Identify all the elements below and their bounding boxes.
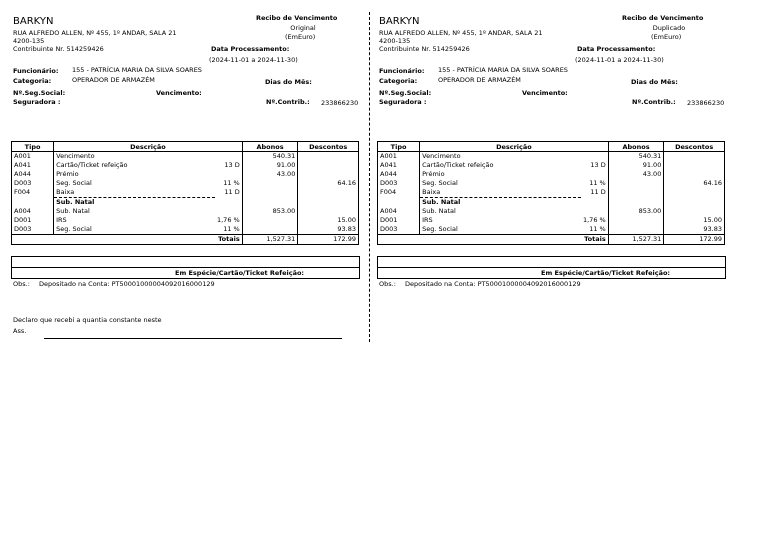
row-deductions <box>664 170 725 179</box>
copy-label: Original <box>290 24 316 32</box>
table-row <box>378 152 725 162</box>
row-quantity <box>215 198 242 208</box>
table-row <box>12 179 359 188</box>
table-row <box>12 188 359 198</box>
table-row <box>378 207 725 216</box>
obs-text: Depositado na Conta: PT50001000004092016000129 <box>39 280 215 288</box>
table-row <box>12 198 359 208</box>
row-earnings: 540.31 <box>608 152 664 162</box>
category-label: Categoria: <box>13 77 52 85</box>
declaration-text: Declaro que recebi a quantia constante neste <box>13 316 162 324</box>
insurer-label: Seguradora : <box>13 98 61 106</box>
payment-method-box <box>11 267 360 279</box>
row-earnings <box>608 188 664 198</box>
taxpayer-value: 233866230 <box>687 99 725 107</box>
table-row <box>378 179 725 188</box>
obs-label: Obs.: <box>13 280 30 288</box>
receipt-duplicate <box>377 0 739 543</box>
row-quantity: 13 D <box>224 161 240 169</box>
row-type: D003 <box>378 179 420 188</box>
totals-label: Totais <box>12 235 243 245</box>
days-label: Dias do Mês: <box>265 78 312 86</box>
category-value: OPERADOR DE ARMAZÉM <box>72 76 155 84</box>
row-description: Vencimento <box>422 152 461 160</box>
row-type: F004 <box>378 188 420 198</box>
row-type: A004 <box>378 207 420 216</box>
row-description: Seg. Social <box>420 225 581 235</box>
row-earnings <box>242 188 298 198</box>
row-deductions <box>664 198 725 208</box>
table-row <box>378 188 725 198</box>
table-row <box>12 161 359 170</box>
row-earnings: 43.00 <box>242 170 298 179</box>
row-earnings: 853.00 <box>608 207 664 216</box>
row-type: A041 <box>12 161 54 170</box>
table-row <box>12 207 359 216</box>
row-earnings <box>242 198 298 208</box>
totals-earnings: 1,527.31 <box>608 235 664 245</box>
currency-label: (EmEuro) <box>285 33 316 41</box>
processing-label: Data Processamento: <box>211 45 290 53</box>
row-quantity: 11 D <box>224 188 240 197</box>
category-label: Categoria: <box>379 77 418 85</box>
salary-label: Vencimento: <box>522 89 568 97</box>
table-row <box>378 198 725 208</box>
company-name: BARKYN <box>379 16 420 27</box>
currency-label: (EmEuro) <box>651 33 682 41</box>
totals-earnings: 1,527.31 <box>242 235 298 245</box>
row-description: Cartão/Ticket refeição <box>422 161 494 169</box>
table-row <box>378 170 725 179</box>
row-deductions <box>298 152 359 162</box>
row-description: IRS <box>422 216 433 224</box>
col-tipo: Tipo <box>378 142 420 152</box>
table-row <box>12 216 359 225</box>
col-tipo: Tipo <box>12 142 54 152</box>
row-deductions: 15.00 <box>664 216 725 225</box>
social-security-label: Nº.Seg.Social: <box>379 89 432 97</box>
row-quantity: 11 D <box>590 188 606 197</box>
employee-value: 155 - PATRÍCIA MARIA DA SILVA SOARES <box>438 66 568 74</box>
payment-method-box <box>377 267 726 279</box>
taxpayer-value: 233866230 <box>321 99 359 107</box>
row-description: Sub. Natal <box>54 198 215 208</box>
row-earnings <box>608 216 664 225</box>
row-quantity: 11 % <box>215 225 242 235</box>
employee-value: 155 - PATRÍCIA MARIA DA SILVA SOARES <box>72 66 202 74</box>
row-quantity: 1,76 % <box>216 216 240 224</box>
row-deductions <box>664 152 725 162</box>
row-deductions <box>664 161 725 170</box>
row-description: Sub. Natal <box>422 207 456 215</box>
table-row <box>12 170 359 179</box>
row-quantity: 11 % <box>581 225 608 235</box>
row-earnings: 43.00 <box>608 170 664 179</box>
signature-line <box>44 338 342 339</box>
row-quantity <box>581 152 608 162</box>
row-earnings <box>608 179 664 188</box>
row-description: Seg. Social <box>56 179 92 187</box>
row-type: A044 <box>378 170 420 179</box>
row-deductions: 93.83 <box>298 225 359 235</box>
row-type: D003 <box>12 225 54 235</box>
row-quantity: 11 % <box>223 179 240 187</box>
earnings-table <box>377 141 725 245</box>
row-deductions <box>298 188 359 198</box>
col-abonos: Abonos <box>608 142 664 152</box>
row-deductions: 15.00 <box>298 216 359 225</box>
processing-label: Data Processamento: <box>577 45 656 53</box>
receipt-original <box>11 0 373 543</box>
days-label: Dias do Mês: <box>631 78 678 86</box>
row-quantity <box>581 207 608 216</box>
col-descricao: Descrição <box>54 142 243 152</box>
row-deductions: 64.16 <box>298 179 359 188</box>
row-type: A001 <box>378 152 420 162</box>
row-description: Prémio <box>56 170 79 178</box>
row-type: F004 <box>12 188 54 198</box>
obs-text: Depositado na Conta: PT50001000004092016000129 <box>405 280 581 288</box>
col-abonos: Abonos <box>242 142 298 152</box>
row-earnings: 853.00 <box>242 207 298 216</box>
row-quantity <box>581 198 608 208</box>
taxpayer-label: Nº.Contrib.: <box>632 98 676 106</box>
row-earnings: 540.31 <box>242 152 298 162</box>
receipt-title: Recibo de Vencimento <box>256 14 338 22</box>
row-quantity <box>215 207 242 216</box>
row-type <box>12 198 54 208</box>
row-deductions: 93.83 <box>664 225 725 235</box>
row-quantity <box>581 170 608 179</box>
row-earnings <box>608 198 664 208</box>
table-row <box>12 152 359 162</box>
totals-label: Totais <box>378 235 609 245</box>
row-type: A044 <box>12 170 54 179</box>
period-value: (2024-11-01 a 2024-11-30) <box>209 56 298 64</box>
table-row <box>378 225 725 235</box>
row-deductions <box>298 170 359 179</box>
row-quantity: 1,76 % <box>582 216 606 224</box>
row-deductions <box>664 188 725 198</box>
totals-deductions: 172.99 <box>664 235 725 245</box>
col-descontos: Descontos <box>664 142 725 152</box>
social-security-label: Nº.Seg.Social: <box>13 89 66 97</box>
row-earnings <box>242 216 298 225</box>
payment-method-label: Em Espécie/Cartão/Ticket Refeição: <box>175 269 305 277</box>
row-description: Baixa <box>56 188 75 196</box>
category-value: OPERADOR DE ARMAZÉM <box>438 76 521 84</box>
row-description: Baixa <box>422 188 441 196</box>
row-earnings: 91.00 <box>242 161 298 170</box>
taxpayer-label: Nº.Contrib.: <box>266 98 310 106</box>
row-description: Vencimento <box>56 152 95 160</box>
signature-label: Ass. <box>13 327 27 335</box>
row-type: D003 <box>378 225 420 235</box>
row-type: A004 <box>12 207 54 216</box>
row-type: D003 <box>12 179 54 188</box>
row-quantity: 11 % <box>589 179 606 187</box>
row-type: D001 <box>378 216 420 225</box>
row-type: D001 <box>12 216 54 225</box>
company-name: BARKYN <box>13 16 54 27</box>
table-row <box>12 225 359 235</box>
row-deductions <box>298 207 359 216</box>
row-description: Sub. Natal <box>56 207 90 215</box>
row-type: A041 <box>378 161 420 170</box>
period-value: (2024-11-01 a 2024-11-30) <box>575 56 664 64</box>
earnings-table <box>11 141 359 245</box>
company-address: RUA ALFREDO ALLEN, Nº 455, 1º ANDAR, SALA 21 <box>13 29 177 37</box>
receipt-title: Recibo de Vencimento <box>622 14 704 22</box>
row-deductions <box>664 207 725 216</box>
totals-deductions: 172.99 <box>298 235 359 245</box>
row-type: A001 <box>12 152 54 162</box>
row-description: Cartão/Ticket refeição <box>56 161 128 169</box>
company-taxid: Contribuinte Nr. 514259426 <box>379 45 470 53</box>
employee-label: Funcionário: <box>13 67 59 75</box>
row-description: Sub. Natal <box>420 198 581 208</box>
company-address: RUA ALFREDO ALLEN, Nº 455, 1º ANDAR, SALA 21 <box>379 29 543 37</box>
row-description: Prémio <box>422 170 445 178</box>
row-description: Seg. Social <box>422 179 458 187</box>
salary-label: Vencimento: <box>156 89 202 97</box>
row-earnings <box>242 225 298 235</box>
row-earnings: 91.00 <box>608 161 664 170</box>
copy-label: Duplicado <box>652 24 686 32</box>
row-quantity: 13 D <box>590 161 606 169</box>
employee-label: Funcionário: <box>379 67 425 75</box>
row-description: Seg. Social <box>54 225 215 235</box>
row-deductions: 64.16 <box>664 179 725 188</box>
row-earnings <box>608 225 664 235</box>
row-type <box>378 198 420 208</box>
row-deductions <box>298 161 359 170</box>
payment-method-label: Em Espécie/Cartão/Ticket Refeição: <box>541 269 671 277</box>
row-quantity <box>215 152 242 162</box>
table-row <box>378 161 725 170</box>
company-taxid: Contribuinte Nr. 514259426 <box>13 45 104 53</box>
row-earnings <box>242 179 298 188</box>
row-quantity <box>215 170 242 179</box>
table-row <box>378 216 725 225</box>
company-postal: 4200-135 <box>379 37 411 45</box>
obs-label: Obs.: <box>379 280 396 288</box>
col-descontos: Descontos <box>298 142 359 152</box>
col-descricao: Descrição <box>420 142 609 152</box>
row-description: IRS <box>56 216 67 224</box>
company-postal: 4200-135 <box>13 37 45 45</box>
insurer-label: Seguradora : <box>379 98 427 106</box>
row-deductions <box>298 198 359 208</box>
